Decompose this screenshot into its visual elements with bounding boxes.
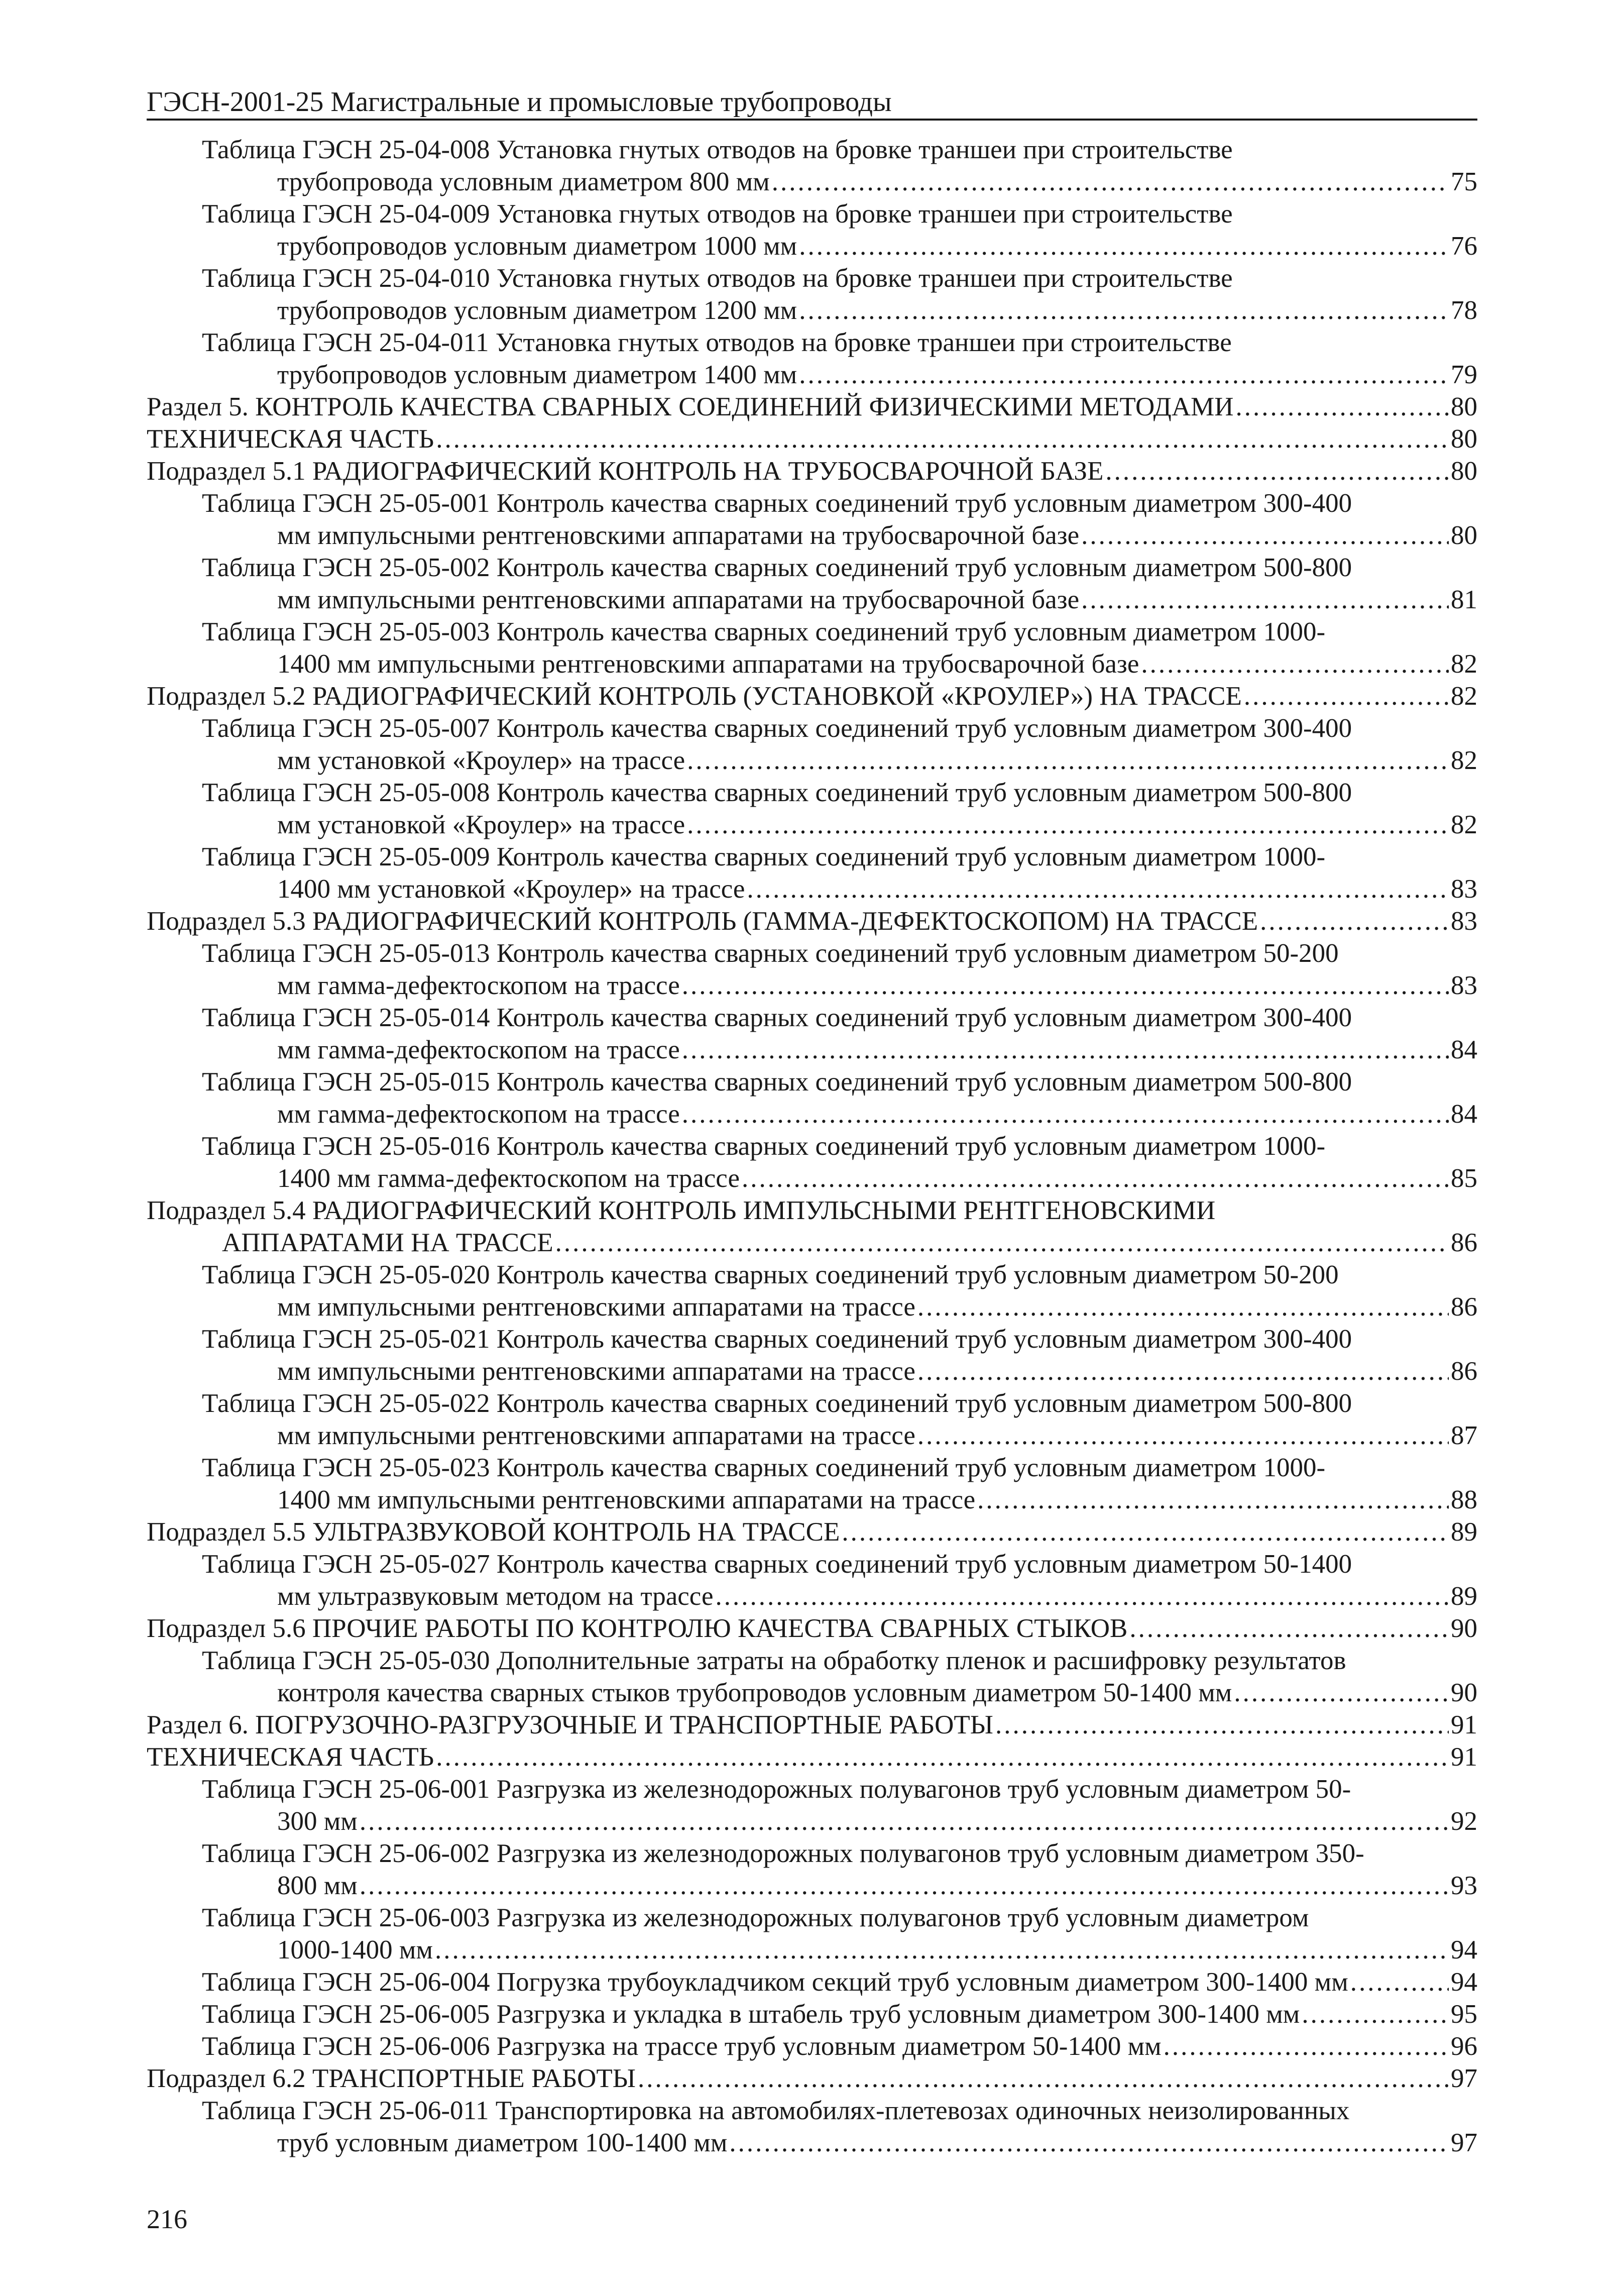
- toc-entry-text: Таблица ГЭСН 25-06-001 Разгрузка из железнодорожных полувагонов труб условным диаметром 50-: [202, 1775, 1351, 1804]
- toc-entry-text: 1000-1400 мм: [277, 1935, 433, 1964]
- toc-entry-line: [147, 680, 1477, 712]
- toc-entry-text: Таблица ГЭСН 25-05-020 Контроль качества сварных соединений труб условным диаметром 50-200: [202, 1260, 1339, 1289]
- toc-page-number: 84: [1451, 1100, 1477, 1129]
- toc-entry-text: трубопроводов условным диаметром 1400 мм: [277, 360, 797, 389]
- toc-page-number: 89: [1451, 1582, 1477, 1611]
- toc-page-number: 75: [1451, 167, 1477, 196]
- toc-entry-text: Раздел 5. КОНТРОЛЬ КАЧЕСТВА СВАРНЫХ СОЕДИНЕНИЙ ФИЗИЧЕСКИМИ МЕТОДАМИ: [147, 392, 1234, 421]
- toc-entry-line: [147, 423, 1477, 455]
- toc-page-number: 88: [1451, 1485, 1477, 1514]
- toc-entry-text: мм гамма-дефектоскопом на трассе: [277, 1100, 680, 1129]
- toc-entry-line: [202, 1966, 1477, 1998]
- toc-entry-text: Таблица ГЭСН 25-05-022 Контроль качества сварных соединений труб условным диаметром 500-800: [202, 1389, 1352, 1418]
- toc-page-number: 83: [1451, 907, 1477, 936]
- toc-entry-text: трубопроводов условным диаметром 1000 мм: [277, 232, 797, 261]
- toc-entry-text: Таблица ГЭСН 25-05-014 Контроль качества сварных соединений труб условным диаметром 300-400: [202, 1003, 1352, 1032]
- toc-page-number: 87: [1451, 1421, 1477, 1450]
- toc-entry-line: [202, 230, 1477, 262]
- toc-page-number: 81: [1451, 585, 1477, 614]
- dot-leader: [1350, 1966, 1449, 1998]
- toc-page-number: 89: [1451, 1517, 1477, 1547]
- toc-section-entry[interactable]: [0, 1516, 1477, 1548]
- toc-table-entry[interactable]: [0, 1837, 1477, 1902]
- toc-table-entry[interactable]: [0, 1966, 1477, 1998]
- toc-entry-line: [202, 584, 1477, 616]
- toc-entry-line: [202, 2127, 1477, 2159]
- toc-page-number: 93: [1451, 1871, 1477, 1900]
- toc-page-number: 79: [1451, 360, 1477, 389]
- dot-leader: [742, 1162, 1449, 1194]
- toc-entry-text: мм ультразвуковым методом на трассе: [277, 1582, 714, 1611]
- toc-entry-text: Таблица ГЭСН 25-05-023 Контроль качества сварных соединений труб условным диаметром 1000-: [202, 1453, 1326, 1482]
- toc-table-entry[interactable]: [0, 1645, 1477, 1709]
- toc-page-number: 90: [1451, 1678, 1477, 1707]
- toc-table-entry[interactable]: [0, 777, 1477, 841]
- toc-page-number: 82: [1451, 682, 1477, 711]
- toc-page-number: 90: [1451, 1614, 1477, 1643]
- toc-entry-text: Таблица ГЭСН 25-05-027 Контроль качества сварных соединений труб условным диаметром 50-1400: [202, 1550, 1352, 1579]
- running-header: ГЭСН-2001-25 Магистральные и промысловые трубопроводы: [147, 86, 892, 118]
- toc-page-number: 85: [1451, 1164, 1477, 1193]
- toc-section-entry[interactable]: [0, 905, 1477, 937]
- toc-page-number: 86: [1451, 1357, 1477, 1386]
- dot-leader: [716, 1580, 1449, 1612]
- dot-leader: [1234, 1677, 1449, 1709]
- toc-entry-text: контроля качества сварных стыков трубопроводов условным диаметром 50-1400 мм: [277, 1678, 1232, 1707]
- toc-entry-line: [202, 744, 1477, 777]
- toc-table-entry[interactable]: [0, 1548, 1477, 1612]
- toc-page-number: 80: [1451, 424, 1477, 454]
- toc-entry-line: [202, 969, 1477, 1002]
- dot-leader: [799, 294, 1449, 326]
- toc-entry-text: Таблица ГЭСН 25-04-008 Установка гнутых отводов на бровке траншеи при строительстве: [202, 135, 1233, 164]
- toc-section-entry[interactable]: [0, 2062, 1477, 2095]
- toc-entry-text: Таблица ГЭСН 25-06-004 Погрузка трубоукладчиком секций труб условным диаметром 300-1400 мм: [202, 1967, 1348, 1997]
- toc-table-entry[interactable]: [0, 1452, 1477, 1516]
- toc-page-number: 76: [1451, 232, 1477, 261]
- dot-leader: [917, 1355, 1449, 1387]
- toc-entry-line: [202, 873, 1477, 905]
- dot-leader: [729, 2127, 1449, 2159]
- toc-page-number: 96: [1451, 2032, 1477, 2061]
- toc-entry-text: Подраздел 5.6 ПРОЧИЕ РАБОТЫ ПО КОНТРОЛЮ КАЧЕСТВА СВАРНЫХ СТЫКОВ: [147, 1614, 1128, 1643]
- toc-entry-line: [202, 2030, 1477, 2062]
- toc-entry-text: Таблица ГЭСН 25-06-003 Разгрузка из железнодорожных полувагонов труб условным диаметром: [202, 1903, 1309, 1932]
- toc-entry-line: [202, 1291, 1477, 1323]
- dot-leader: [1302, 1998, 1449, 2030]
- dot-leader: [1141, 648, 1449, 680]
- toc-entry-line: [202, 1998, 1477, 2030]
- toc-entry-text: Таблица ГЭСН 25-05-001 Контроль качества сварных соединений труб условным диаметром 300-400: [202, 489, 1352, 518]
- toc-table-entry[interactable]: [0, 1902, 1477, 1966]
- toc-section-entry[interactable]: [0, 455, 1477, 487]
- dot-leader: [435, 1934, 1449, 1966]
- toc-entry-line: [147, 2062, 1477, 2095]
- toc-entry-text: Раздел 6. ПОГРУЗОЧНО-РАЗГРУЗОЧНЫЕ И ТРАНСПОРТНЫЕ РАБОТЫ: [147, 1710, 993, 1739]
- toc-entry-text: Таблица ГЭСН 25-04-011 Установка гнутых отводов на бровке траншеи при строительстве: [202, 328, 1232, 357]
- dot-leader: [1081, 519, 1449, 552]
- header-rule: [147, 119, 1477, 121]
- toc-entry-text: Подраздел 6.2 ТРАНСПОРТНЫЕ РАБОТЫ: [147, 2064, 636, 2093]
- dot-leader: [917, 1419, 1449, 1452]
- toc-table-entry[interactable]: [0, 712, 1477, 777]
- toc-entry-text: Таблица ГЭСН 25-05-013 Контроль качества сварных соединений труб условным диаметром 50-200: [202, 939, 1339, 968]
- toc-entry-text: 1400 мм гамма-дефектоскопом на трассе: [277, 1164, 740, 1193]
- toc-table-entry[interactable]: [0, 552, 1477, 616]
- toc-table-entry[interactable]: [0, 326, 1477, 391]
- toc-entry-line: [202, 1677, 1477, 1709]
- dot-leader: [682, 1098, 1449, 1130]
- toc-page-number: 84: [1451, 1035, 1477, 1064]
- toc-section-entry[interactable]: [0, 423, 1477, 455]
- toc-page-number: 91: [1451, 1710, 1477, 1739]
- toc-table-entry[interactable]: [0, 1998, 1477, 2030]
- toc-entry-line: [147, 1741, 1477, 1773]
- toc-entry-text: Таблица ГЭСН 25-06-002 Разгрузка из железнодорожных полувагонов труб условным диаметром 350-: [202, 1839, 1364, 1868]
- toc-entry-text: ТЕХНИЧЕСКАЯ ЧАСТЬ: [147, 424, 434, 454]
- dot-leader: [1244, 680, 1449, 712]
- dot-leader: [1081, 584, 1449, 616]
- toc-table-entry[interactable]: [0, 616, 1477, 680]
- toc-page-number: 78: [1451, 296, 1477, 325]
- toc-entry-text: мм импульсными рентгеновскими аппаратами на трассе: [277, 1357, 915, 1386]
- toc-entry-text: трубопровода условным диаметром 800 мм: [277, 167, 770, 196]
- dot-leader: [360, 1870, 1449, 1902]
- toc-entry-line: [202, 1580, 1477, 1612]
- toc-entry-line: [147, 905, 1477, 937]
- toc-entry-text: труб условным диаметром 100-1400 мм: [277, 2128, 728, 2157]
- toc-page-number: 80: [1451, 392, 1477, 421]
- toc-page-number: 92: [1451, 1807, 1477, 1836]
- toc-entry-text: 1400 мм импульсными рентгеновскими аппаратами на трубосварочной базе: [277, 649, 1139, 679]
- toc-page-number: 80: [1451, 457, 1477, 486]
- toc-entry-line: [202, 1805, 1477, 1837]
- toc-entry-text: мм установкой «Кроулер» на трассе: [277, 810, 685, 839]
- toc-table-entry[interactable]: [0, 1773, 1477, 1837]
- toc-entry-line: [147, 391, 1477, 423]
- toc-entry-line: [147, 1227, 1477, 1259]
- toc-entry-line: [202, 359, 1477, 391]
- toc-page-number: 91: [1451, 1742, 1477, 1772]
- dot-leader: [1129, 1612, 1449, 1645]
- toc-page-number: 97: [1451, 2128, 1477, 2157]
- toc-entry-line: [202, 1034, 1477, 1066]
- toc-entry-line: [202, 1870, 1477, 1902]
- toc-entry-line: [202, 809, 1477, 841]
- toc-entry-text: Таблица ГЭСН 25-06-005 Разгрузка и укладка в штабель труб условным диаметром 300-1400 мм: [202, 2000, 1300, 2029]
- dot-leader: [799, 359, 1449, 391]
- toc-entry-line: [147, 1516, 1477, 1548]
- toc-entry-text: Таблица ГЭСН 25-05-030 Дополнительные затраты на обработку пленок и расшифровку результатов: [202, 1646, 1346, 1675]
- toc-table-entry[interactable]: [0, 487, 1477, 552]
- toc-section-entry[interactable]: [0, 680, 1477, 712]
- toc-entry-text: 300 мм: [277, 1807, 358, 1836]
- toc-entry-text: мм гамма-дефектоскопом на трассе: [277, 971, 680, 1000]
- toc-table-entry[interactable]: [0, 198, 1477, 262]
- toc-page-number: 86: [1451, 1292, 1477, 1322]
- toc-entry-text: Подраздел 5.3 РАДИОГРАФИЧЕСКИЙ КОНТРОЛЬ (ГАММА-ДЕФЕКТОСКОПОМ) НА ТРАССЕ: [147, 907, 1258, 936]
- toc-entry-text: мм гамма-дефектоскопом на трассе: [277, 1035, 680, 1064]
- toc-table-entry[interactable]: [0, 937, 1477, 1002]
- dot-leader: [799, 230, 1449, 262]
- toc-entry-text: мм импульсными рентгеновскими аппаратами на трассе: [277, 1421, 915, 1450]
- dot-leader: [747, 873, 1449, 905]
- toc-page-number: 82: [1451, 649, 1477, 679]
- toc-section-entry[interactable]: [0, 1709, 1477, 1741]
- dot-leader: [1164, 2030, 1449, 2062]
- toc-entry-text: мм импульсными рентгеновскими аппаратами на трубосварочной базе: [277, 521, 1080, 550]
- toc-table-entry[interactable]: [0, 1259, 1477, 1323]
- toc-entry-line: [202, 1162, 1477, 1194]
- toc-entry-line: [202, 166, 1477, 198]
- dot-leader: [682, 969, 1449, 1002]
- toc-table-entry[interactable]: [0, 1002, 1477, 1066]
- dot-leader: [436, 423, 1449, 455]
- toc-entry-line: [202, 1484, 1477, 1516]
- toc-page-number: 94: [1451, 1967, 1477, 1997]
- toc-page-number: 94: [1451, 1935, 1477, 1964]
- toc-table-entry[interactable]: [0, 2030, 1477, 2062]
- toc-page-number: 83: [1451, 971, 1477, 1000]
- toc-entry-text: Таблица ГЭСН 25-04-009 Установка гнутых отводов на бровке траншеи при строительстве: [202, 199, 1233, 229]
- dot-leader: [995, 1709, 1449, 1741]
- toc-table-entry[interactable]: [0, 262, 1477, 326]
- toc-table-entry[interactable]: [0, 134, 1477, 198]
- toc-table-entry[interactable]: [0, 1130, 1477, 1194]
- toc-page-number: 97: [1451, 2064, 1477, 2093]
- toc-section-entry[interactable]: [0, 1612, 1477, 1645]
- toc-page-number: 95: [1451, 2000, 1477, 2029]
- toc-entry-line: [202, 294, 1477, 326]
- toc-entry-text: мм установкой «Кроулер» на трассе: [277, 746, 685, 775]
- toc-entry-text: 1400 мм импульсными рентгеновскими аппаратами на трассе: [277, 1485, 976, 1514]
- dot-leader: [917, 1291, 1449, 1323]
- toc-entry-text: Таблица ГЭСН 25-05-002 Контроль качества сварных соединений труб условным диаметром 500-800: [202, 553, 1352, 582]
- toc-entry-text: Таблица ГЭСН 25-05-007 Контроль качества сварных соединений труб условным диаметром 300-400: [202, 714, 1352, 743]
- toc-entry-text: мм импульсными рентгеновскими аппаратами на трассе: [277, 1292, 915, 1322]
- table-of-contents: [0, 134, 1621, 2159]
- dot-leader: [1105, 455, 1449, 487]
- toc-entry-text: Таблица ГЭСН 25-06-006 Разгрузка на трассе труб условным диаметром 50-1400 мм: [202, 2032, 1162, 2061]
- dot-leader: [687, 744, 1449, 777]
- toc-entry-text: Таблица ГЭСН 25-06-011 Транспортировка на автомобилях-плетевозах одиночных неизолированных: [202, 2096, 1350, 2125]
- toc-entry-text: Таблица ГЭСН 25-04-010 Установка гнутых отводов на бровке траншеи при строительстве: [202, 264, 1233, 293]
- toc-entry-text: Таблица ГЭСН 25-05-015 Контроль качества сварных соединений труб условным диаметром 500-800: [202, 1067, 1352, 1097]
- toc-entry-line: [202, 648, 1477, 680]
- toc-entry-line: [202, 1355, 1477, 1387]
- toc-entry-text: Подраздел 5.1 РАДИОГРАФИЧЕСКИЙ КОНТРОЛЬ НА ТРУБОСВАРОЧНОЙ БАЗЕ: [147, 457, 1104, 486]
- dot-leader: [555, 1227, 1449, 1259]
- toc-entry-line: [202, 519, 1477, 552]
- toc-entry-text: Таблица ГЭСН 25-05-009 Контроль качества сварных соединений труб условным диаметром 1000-: [202, 842, 1326, 871]
- toc-table-entry[interactable]: [0, 1387, 1477, 1452]
- toc-entry-text: мм импульсными рентгеновскими аппаратами на трубосварочной базе: [277, 585, 1080, 614]
- dot-leader: [772, 166, 1449, 198]
- toc-entry-line: [202, 1934, 1477, 1966]
- toc-entry-text: Таблица ГЭСН 25-05-021 Контроль качества сварных соединений труб условным диаметром 300-400: [202, 1325, 1352, 1354]
- toc-section-entry[interactable]: [0, 1194, 1477, 1259]
- toc-entry-line: [147, 1709, 1477, 1741]
- toc-entry-text: 1400 мм установкой «Кроулер» на трассе: [277, 874, 745, 904]
- dot-leader: [638, 2062, 1449, 2095]
- dot-leader: [687, 809, 1449, 841]
- toc-entry-text: Подраздел 5.5 УЛЬТРАЗВУКОВОЙ КОНТРОЛЬ НА ТРАССЕ: [147, 1517, 840, 1547]
- toc-entry-text: АППАРАТАМИ НА ТРАССЕ: [222, 1228, 553, 1257]
- toc-entry-text: Таблица ГЭСН 25-05-008 Контроль качества сварных соединений труб условным диаметром 500-800: [202, 778, 1352, 807]
- toc-page-number: 82: [1451, 810, 1477, 839]
- page-number: 216: [147, 2204, 187, 2234]
- toc-section-entry[interactable]: [0, 391, 1477, 423]
- dot-leader: [360, 1805, 1449, 1837]
- dot-leader: [682, 1034, 1449, 1066]
- dot-leader: [842, 1516, 1449, 1548]
- toc-entry-text: Подраздел 5.2 РАДИОГРАФИЧЕСКИЙ КОНТРОЛЬ (УСТАНОВКОЙ «КРОУЛЕР») НА ТРАССЕ: [147, 682, 1242, 711]
- toc-entry-text: Подраздел 5.4 РАДИОГРАФИЧЕСКИЙ КОНТРОЛЬ ИМПУЛЬСНЫМИ РЕНТГЕНОВСКИМИ: [147, 1196, 1216, 1225]
- toc-table-entry[interactable]: [0, 1323, 1477, 1387]
- toc-entry-line: [202, 1419, 1477, 1452]
- toc-entry-text: Таблица ГЭСН 25-05-003 Контроль качества сварных соединений труб условным диаметром 1000-: [202, 617, 1326, 646]
- dot-leader: [977, 1484, 1449, 1516]
- toc-table-entry[interactable]: [0, 1066, 1477, 1130]
- toc-entry-text: трубопроводов условным диаметром 1200 мм: [277, 296, 797, 325]
- toc-section-entry[interactable]: [0, 1741, 1477, 1773]
- toc-page-number: 86: [1451, 1228, 1477, 1257]
- toc-page-number: 83: [1451, 874, 1477, 904]
- toc-entry-line: [147, 1612, 1477, 1645]
- toc-entry-line: [147, 455, 1477, 487]
- toc-entry-text: 800 мм: [277, 1871, 358, 1900]
- dot-leader: [1236, 391, 1449, 423]
- toc-page-number: 82: [1451, 746, 1477, 775]
- toc-entry-text: ТЕХНИЧЕСКАЯ ЧАСТЬ: [147, 1742, 434, 1772]
- toc-page-number: 80: [1451, 521, 1477, 550]
- toc-entry-text: Таблица ГЭСН 25-05-016 Контроль качества сварных соединений труб условным диаметром 1000-: [202, 1132, 1326, 1161]
- toc-entry-line: [202, 1098, 1477, 1130]
- dot-leader: [436, 1741, 1449, 1773]
- dot-leader: [1260, 905, 1449, 937]
- toc-table-entry[interactable]: [0, 841, 1477, 905]
- toc-table-entry[interactable]: [0, 2095, 1477, 2159]
